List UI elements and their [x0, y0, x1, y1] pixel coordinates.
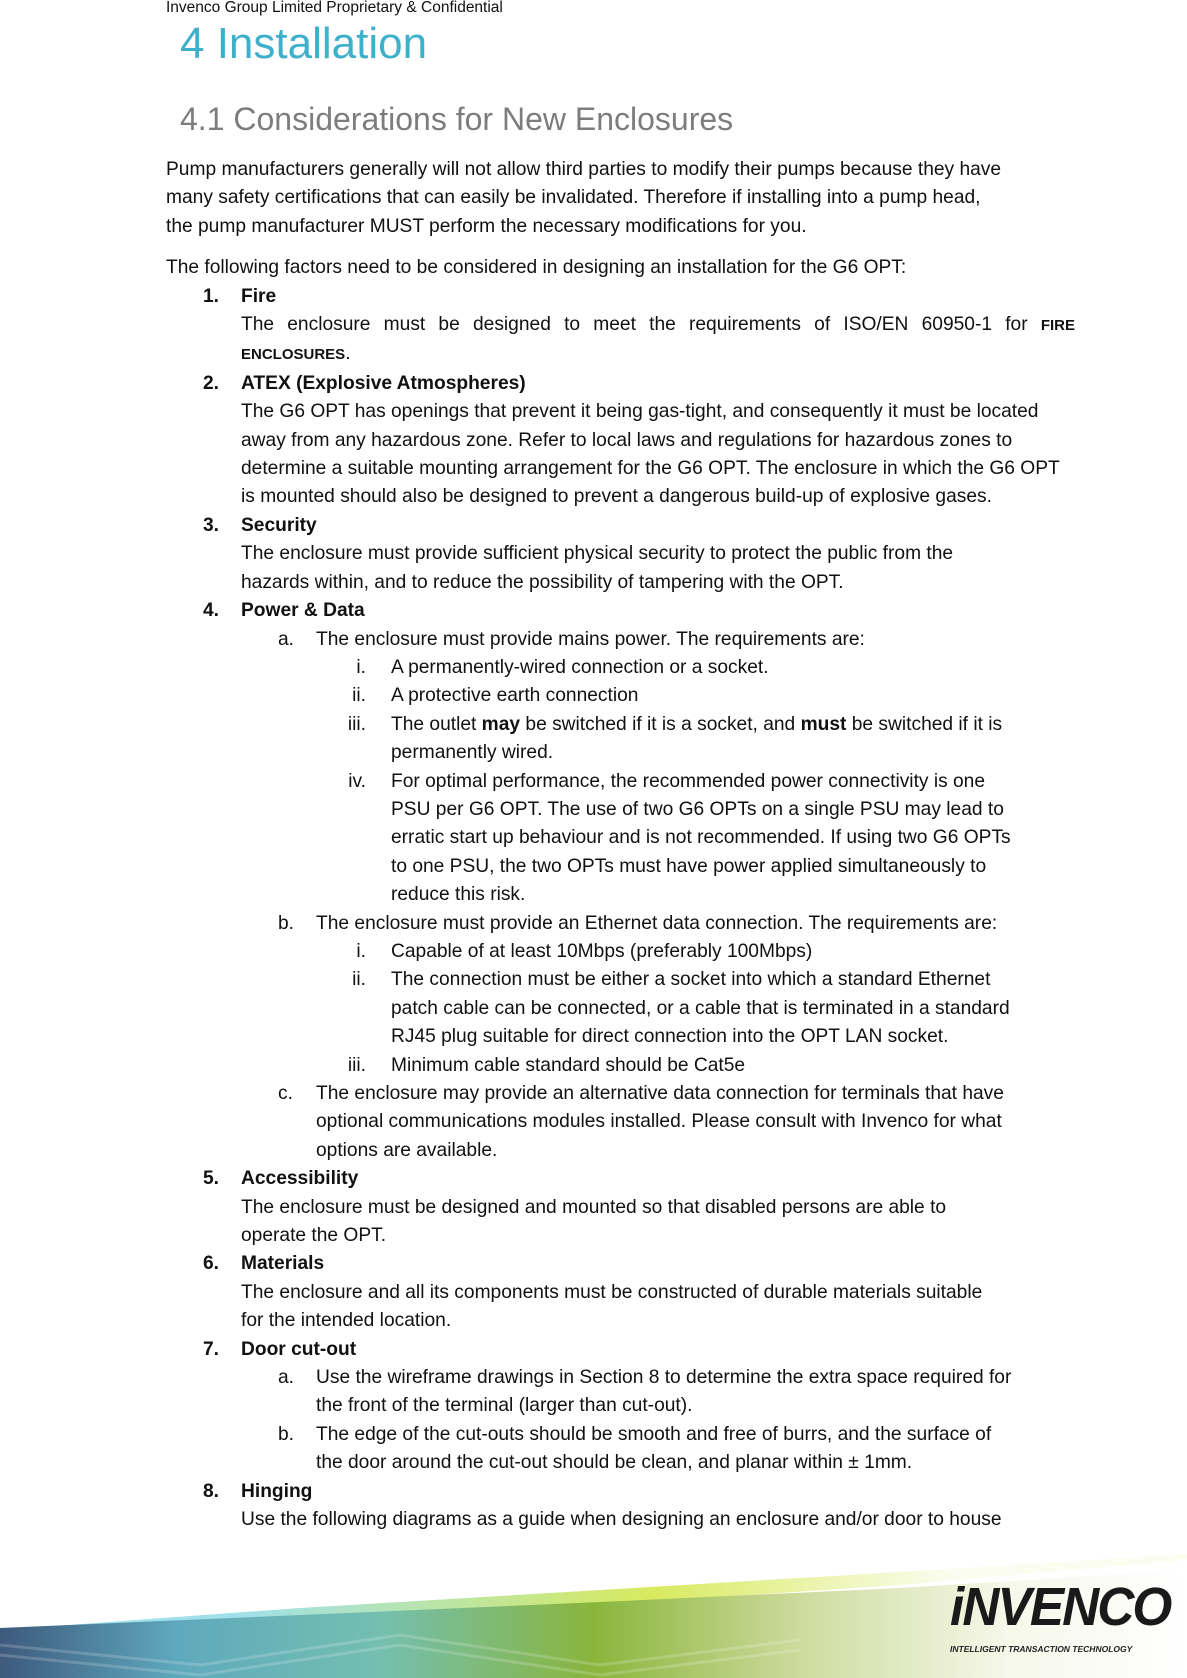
- roman-text: Minimum cable standard should be Cat5e: [391, 1054, 746, 1076]
- intro-line: many safety certifications that can easily be invalidated. Therefore if installing into a pump head,: [166, 187, 981, 209]
- list-item-title: [166, 1250, 1156, 1278]
- item-title: ATEX (Explosive Atmospheres): [241, 372, 526, 394]
- item-title: Hinging: [241, 1480, 313, 1502]
- list-item-title: [166, 1478, 1156, 1506]
- body-line: determine a suitable mounting arrangement for the G6 OPT. The enclosure in which the G6 OPT: [241, 458, 1060, 480]
- body-line: Use the following diagrams as a guide when designing an enclosure and/or door to house: [241, 1509, 1002, 1531]
- item-title: Fire: [241, 285, 277, 307]
- text: The outlet: [391, 713, 482, 735]
- sub-text: options are available.: [316, 1139, 498, 1161]
- body-line: The enclosure must be designed and mounted so that disabled persons are able to: [241, 1196, 947, 1218]
- list-item-body: [166, 311, 1075, 370]
- list-number: 7.: [203, 1338, 220, 1360]
- invenco-logo: iNVENCO: [950, 1577, 1171, 1637]
- section-title: 4.1 Considerations for New Enclosures: [180, 101, 734, 137]
- roman-item: [166, 1052, 1156, 1080]
- body-text: .: [345, 343, 351, 365]
- body-line: for the intended location.: [241, 1310, 452, 1332]
- body-line: hazards within, and to reduce the possibility of tampering with the OPT.: [241, 571, 844, 593]
- sub-label: a.: [278, 1367, 295, 1389]
- item-title: Materials: [241, 1253, 325, 1275]
- list-number: 1.: [203, 285, 220, 307]
- roman-item: [166, 768, 1156, 796]
- sub-text: optional communications modules installed. Please consult with Invenco for what: [316, 1111, 1002, 1133]
- intro-line: the pump manufacturer MUST perform the necessary modifications for you.: [166, 215, 807, 237]
- body-text: The enclosure must be designed to meet the requirements of ISO/EN 60950-1 for: [241, 314, 1041, 336]
- roman-label: i.: [356, 940, 366, 962]
- sub-label: b.: [278, 912, 295, 934]
- logo-tagline: INTELLIGENT TRANSACTION TECHNOLOGY: [950, 1644, 1133, 1654]
- sub-label: a.: [278, 628, 295, 650]
- roman-item: [166, 654, 1156, 682]
- body-line: The enclosure and all its components must be constructed of durable materials suitable: [241, 1281, 983, 1303]
- roman-item: [166, 682, 1156, 710]
- sub-text: The enclosure may provide an alternative data connection for terminals that have: [316, 1083, 1004, 1104]
- sub-label: c.: [278, 1083, 293, 1104]
- roman-label: ii.: [352, 969, 366, 991]
- body-line: The G6 OPT has openings that prevent it being gas-tight, and consequently it must be located: [241, 401, 1039, 423]
- sub-item: [166, 1421, 1156, 1449]
- roman-label: iv.: [348, 770, 366, 792]
- roman-text: A protective earth connection: [391, 685, 639, 707]
- item-title: Accessibility: [241, 1168, 359, 1190]
- roman-label: i.: [356, 656, 366, 678]
- list-number: 5.: [203, 1168, 220, 1190]
- confidential-header: Invenco Group Limited Proprietary & Confidential: [166, 0, 503, 16]
- item-title: Door cut-out: [241, 1338, 357, 1360]
- list-item-title: [166, 283, 1156, 311]
- body-line: away from any hazardous zone. Refer to local laws and regulations for hazardous zones to: [241, 429, 1013, 451]
- sub-label: b.: [278, 1423, 295, 1445]
- body-line: The enclosure must provide sufficient physical security to protect the public from the: [241, 543, 954, 565]
- emphasis: must: [800, 713, 847, 735]
- list-number: 2.: [203, 372, 220, 394]
- roman-text: RJ45 plug suitable for direct connection into the OPT LAN socket.: [391, 1026, 949, 1048]
- roman-text: For optimal performance, the recommended power connectivity is one: [391, 770, 986, 792]
- emphasis: may: [481, 713, 521, 735]
- small-caps-term: FIRE ENCLOSURES: [241, 317, 1075, 364]
- item-title: Security: [241, 514, 317, 536]
- sub-item: [166, 1364, 1156, 1392]
- sub-text: the front of the terminal (larger than cut-out).: [316, 1395, 693, 1417]
- roman-text: Capable of at least 10Mbps (preferably 100Mbps): [391, 940, 813, 962]
- sub-text: The edge of the cut-outs should be smooth and free of burrs, and the surface of: [316, 1423, 992, 1445]
- chapter-title: 4 Installation: [180, 19, 428, 68]
- list-number: 8.: [203, 1480, 220, 1502]
- list-number: 3.: [203, 514, 220, 536]
- roman-text: to one PSU, the two OPTs must have power applied simultaneously to: [391, 855, 987, 877]
- roman-item: [166, 966, 1156, 994]
- list-item-title: [166, 512, 1156, 540]
- list-number: 6.: [203, 1253, 220, 1275]
- item-title: Power & Data: [241, 600, 365, 622]
- text: be switched if it is a socket, and: [520, 713, 801, 735]
- list-number: 4.: [203, 600, 220, 622]
- roman-label: iii.: [347, 1054, 366, 1076]
- roman-label: ii.: [352, 685, 366, 707]
- sub-text: Use the wireframe drawings in Section 8 to determine the extra space required for: [316, 1367, 1012, 1389]
- roman-text: patch cable can be connected, or a cable that is terminated in a standard: [391, 997, 1010, 1019]
- body-line: operate the OPT.: [241, 1225, 387, 1247]
- sub-item: [166, 626, 1156, 654]
- document-body: [166, 156, 1156, 1535]
- list-item-title: [166, 1165, 1156, 1193]
- sub-item: [166, 910, 1156, 938]
- roman-label: iii.: [347, 713, 366, 735]
- list-item-title: [166, 597, 1156, 625]
- sub-text: The enclosure must provide mains power. The requirements are:: [316, 628, 865, 650]
- sub-text: The enclosure must provide an Ethernet data connection. The requirements are:: [316, 912, 998, 934]
- roman-text: reduce this risk.: [391, 884, 526, 906]
- list-item-title: [166, 1336, 1156, 1364]
- sub-item: [166, 1080, 1156, 1108]
- roman-text: The connection must be either a socket into which a standard Ethernet: [391, 969, 991, 991]
- list-item-title: [166, 370, 1156, 398]
- text: be switched if it is: [846, 713, 1003, 735]
- roman-item: [166, 938, 1156, 966]
- roman-text: erratic start up behaviour and is not recommended. If using two G6 OPTs: [391, 827, 1011, 849]
- sub-text: the door around the cut-out should be clean, and planar within ± 1mm.: [316, 1452, 913, 1474]
- body-line: is mounted should also be designed to prevent a dangerous build-up of explosive gases.: [241, 486, 992, 508]
- roman-text: permanently wired.: [391, 742, 554, 764]
- roman-text: A permanently-wired connection or a socket.: [391, 656, 769, 678]
- roman-item: [166, 711, 1156, 739]
- intro-line: Pump manufacturers generally will not allow third parties to modify their pumps because they have: [166, 159, 1002, 180]
- lead-text: The following factors need to be considered in designing an installation for the G6 OPT:: [166, 257, 907, 279]
- roman-text: PSU per G6 OPT. The use of two G6 OPTs on a single PSU may lead to: [391, 798, 1004, 820]
